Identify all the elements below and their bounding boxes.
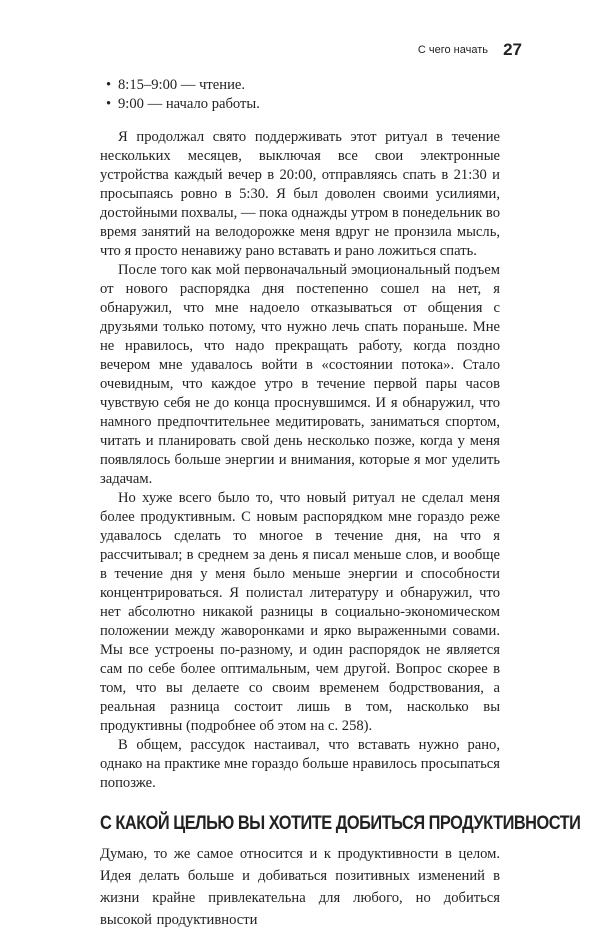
body-paragraph: В общем, рассудок настаивал, что вставать нужно рано, однако на практике мне гораздо больше нравилось просыпаться попозже. xyxy=(100,737,500,791)
section-heading: С КАКОЙ ЦЕЛЬЮ ВЫ ХОТИТЕ ДОБИТЬСЯ ПРОДУКТИВНОСТИ xyxy=(100,812,581,834)
list-item: • 9:00 — начало работы. xyxy=(118,95,500,114)
running-head-title: С чего начать xyxy=(417,44,488,56)
body-paragraph: После того как мой первоначальный эмоциональный подъем от нового распорядка дня постепенно сошел на нет, я обнаружил, что мне надоело отказываться от общения с друзьями только потому, что нужно лечь спать пораньше. Мне не нравилось, что надо прекращать работу, когда поздно вечером мне удавалось войти в «состоянии потока». Стало очевидным, что каждое утро в течение первой пары часов чувствую себя не до конца проснувшимся. И я обнаружил, что намного предпочтительнее медитировать, заниматься спортом, читать и планировать свой день несколько позже, когда у меня появлялось больше энергии и внимания, которые я мог уделить задачам. xyxy=(100,262,500,487)
body-paragraph: Но хуже всего было то, что новый ритуал не сделал меня более продуктивным. С новым распорядком мне гораздо реже удавалось сделать то многое в течение дня, на что я рассчитывал; в среднем за день я писал меньше слов, и вообще в течение дня у меня было меньше энергии и способности концентрироваться. Я полистал литературу и обнаружил, что нет абсолютно никакой разницы в социально-экономическом положении между жаворонками и ярко выраженными совами. Мы все устроены по-разному, и один распорядок не является сам по себе более оптимальным, чем другой. Вопрос скорее в том, что вы делаете со своим временем бодрствования, а реальная разница состоит лишь в том, насколько вы продуктивны (подробнее об этом на с. 258). xyxy=(100,490,500,734)
page-body xyxy=(100,76,581,931)
body-paragraph: Я продолжал свято поддерживать этот ритуал в течение нескольких месяцев, выключая все свои электронные устройства каждый вечер в 20:00, отправляясь спать в 21:30 и просыпаясь ровно в 5:30. Я был доволен своими усилиями, достойными похвалы, — пока однажды утром в понедельник во время занятий на велодорожке меня вдруг не пронзила мысль, что я просто ненавижу рано вставать и рано ложиться спать. xyxy=(100,129,500,259)
page-number: 27 xyxy=(503,40,522,59)
schedule-list xyxy=(100,76,500,114)
list-item: • 8:15–9:00 — чтение. xyxy=(118,76,500,95)
section-paragraph: Думаю, то же самое относится и к продуктивности в целом. Идея делать больше и добиваться позитивных изменений в жизни крайне привлекательна для любого, но добиться высокой продуктивности xyxy=(100,846,500,928)
